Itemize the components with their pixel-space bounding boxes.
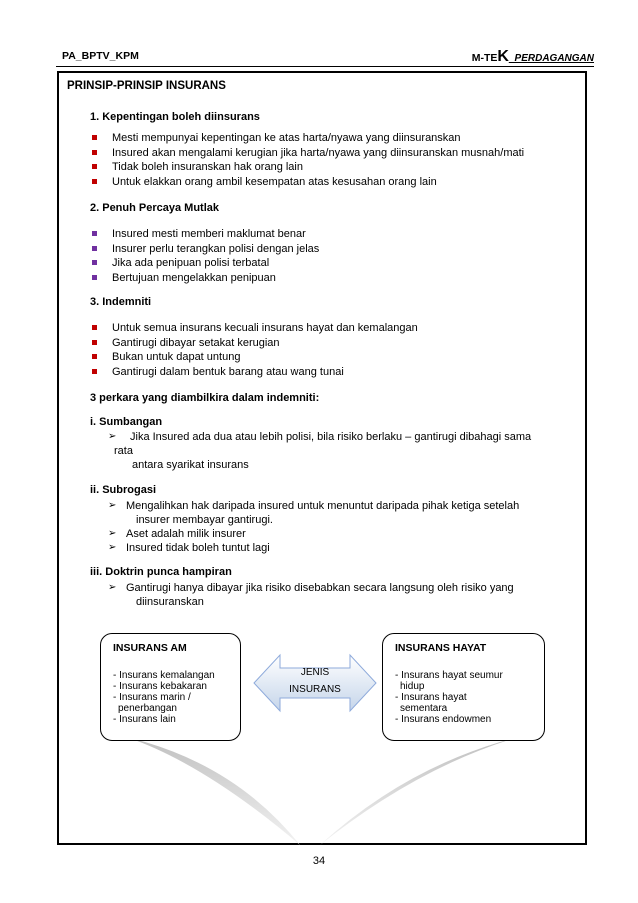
list-item: Jika ada penipuan polisi terbatal	[90, 256, 319, 271]
list-item: Mesti mempunyai kepentingan ke atas harta/nyawa yang diinsuranskan	[90, 131, 524, 146]
arrow-bullet-icon: ➢	[108, 431, 117, 442]
insurans-hayat-item: sementara	[400, 703, 448, 714]
jenis-insurans-line-2: INSURANS	[289, 684, 341, 695]
insurans-am-item: - Insurans kemalangan	[113, 670, 215, 681]
subrogasi-heading: ii. Subrogasi	[90, 484, 157, 496]
right-curve-shape	[320, 735, 525, 845]
section-3-heading: 3. Indemniti	[90, 296, 152, 308]
list-item: Bertujuan mengelakkan penipuan	[90, 271, 319, 286]
subrogasi-item-2: Aset adalah milik insurer	[126, 528, 246, 540]
list-item: Tidak boleh insuranskan hak orang lain	[90, 160, 524, 175]
insurans-am-title: INSURANS AM	[113, 642, 187, 654]
jenis-insurans-label	[280, 664, 350, 698]
list-item: Bukan untuk dapat untung	[90, 350, 418, 365]
subrogasi-item	[108, 527, 578, 541]
sumbangan-line-2: rata	[114, 445, 133, 457]
list-item: Insured mesti memberi maklumat benar	[90, 227, 319, 242]
subrogasi-item-1-line-1: Mengalihkan hak daripada insured untuk menuntut daripada pihak ketiga setelah	[126, 500, 520, 512]
section-1-list	[90, 131, 524, 189]
sumbangan-line-1: Jika Insured ada dua atau lebih polisi, bila risiko berlaku – gantirugi dibahagi sama	[130, 431, 532, 443]
subrogasi-item	[108, 541, 578, 555]
header-right-suffix: _PERDAGANGAN	[508, 53, 594, 64]
subrogasi-item-1-line-2: insurer membayar gantirugi.	[136, 514, 273, 526]
sumbangan-heading: i. Sumbangan	[90, 416, 163, 428]
list-item: Insured akan mengalami kerugian jika harta/nyawa yang diinsuranskan musnah/mati	[90, 146, 524, 161]
section-2-list	[90, 227, 319, 285]
header-right-prefix: M-TE	[471, 52, 498, 64]
section-3-list	[90, 321, 418, 379]
section-2-heading: 2. Penuh Percaya Mutlak	[90, 202, 219, 214]
sumbangan-line-3: antara syarikat insurans	[132, 459, 249, 471]
section-1-heading: 1. Kepentingan boleh diinsurans	[90, 111, 260, 123]
sumbangan-item	[108, 430, 578, 474]
insurans-hayat-item: hidup	[400, 681, 425, 692]
doktrin-line-2: diinsuranskan	[136, 596, 204, 608]
header-right-big: K	[497, 48, 509, 65]
left-curve-shape	[120, 735, 300, 845]
insurans-am-item: - Insurans marin /	[113, 692, 191, 703]
jenis-insurans-line-1: JENIS	[300, 667, 330, 678]
doktrin-heading: iii. Doktrin punca hampiran	[90, 566, 232, 578]
list-item: Insurer perlu terangkan polisi dengan jelas	[90, 242, 319, 257]
page-title: PRINSIP-PRINSIP INSURANS	[67, 80, 226, 92]
list-item: Gantirugi dibayar setakat kerugian	[90, 336, 418, 351]
insurans-hayat-item: - Insurans endowmen	[395, 714, 492, 725]
arrow-bullet-icon: ➢	[108, 582, 117, 593]
subrogasi-item	[108, 499, 578, 527]
insurans-hayat-title: INSURANS HAYAT	[395, 642, 487, 654]
list-item: Gantirugi dalam bentuk barang atau wang tunai	[90, 365, 418, 380]
subrogasi-item-3: Insured tidak boleh tuntut lagi	[126, 542, 270, 554]
list-item: Untuk elakkan orang ambil kesempatan atas kesusahan orang lain	[90, 175, 524, 190]
insurans-hayat-item: - Insurans hayat	[395, 692, 467, 703]
insurans-hayat-box	[382, 633, 545, 741]
indemniti-heading: 3 perkara yang diambilkira dalam indemniti:	[90, 392, 320, 404]
insurans-am-item: - Insurans lain	[113, 714, 176, 725]
arrow-bullet-icon: ➢	[108, 528, 117, 539]
insurans-am-box	[100, 633, 241, 741]
arrow-bullet-icon: ➢	[108, 500, 117, 511]
arrow-bullet-icon: ➢	[108, 542, 117, 553]
page-number: 34	[312, 855, 326, 867]
header-left: PA_BPTV_KPM	[62, 50, 139, 62]
list-item: Untuk semua insurans kecuali insurans hayat dan kemalangan	[90, 321, 418, 336]
insurans-am-item: penerbangan	[118, 703, 177, 714]
doktrin-item	[108, 581, 578, 609]
insurans-hayat-item: - Insurans hayat seumur	[395, 670, 503, 681]
doktrin-line-1: Gantirugi hanya dibayar jika risiko disebabkan secara langsung oleh risiko yang	[126, 582, 514, 594]
insurans-am-item: - Insurans kebakaran	[113, 681, 207, 692]
